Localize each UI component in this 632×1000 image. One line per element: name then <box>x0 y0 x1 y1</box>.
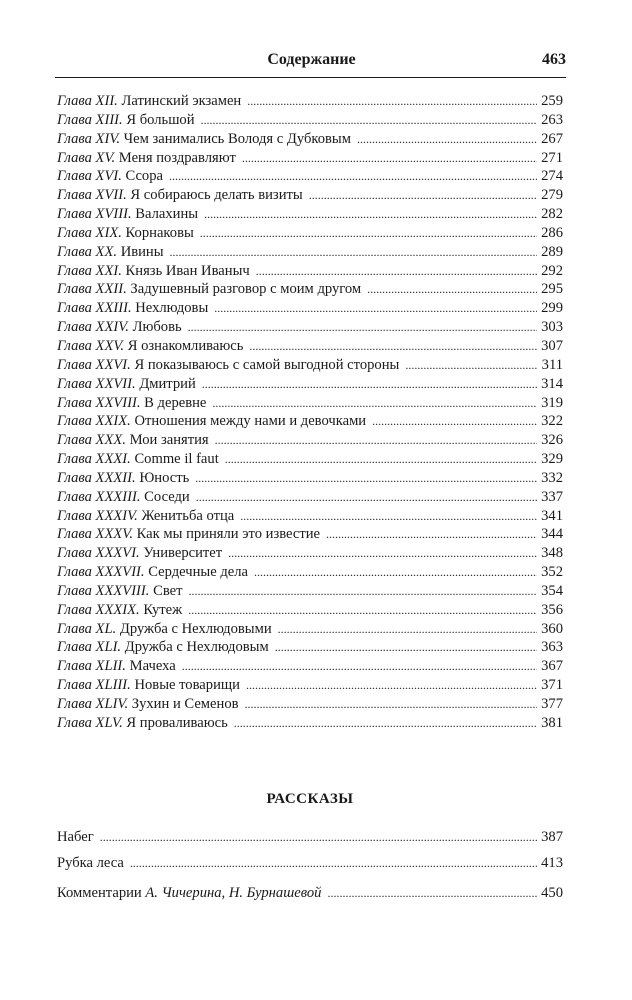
story-title: Набег <box>57 829 94 845</box>
entry-label <box>57 676 240 695</box>
entry-label <box>57 488 190 507</box>
dot-leader <box>200 224 537 243</box>
dot-leader <box>195 469 537 488</box>
chapter-title: Любовь <box>132 319 182 336</box>
chapter-number: Глава XXIV. <box>57 319 129 336</box>
dot-leader <box>275 638 537 657</box>
page-number: 279 <box>541 187 563 204</box>
chapter-title: Как мы приняли это известие <box>136 526 321 543</box>
entry-label <box>57 582 183 601</box>
toc-row <box>57 544 563 563</box>
entry-label <box>57 149 236 168</box>
dot-leader <box>367 280 537 299</box>
chapter-title: Юность <box>139 469 190 486</box>
page-number: 274 <box>541 168 563 185</box>
toc-row <box>57 375 563 394</box>
chapter-number: Глава XXI. <box>57 262 122 279</box>
dot-leader <box>215 431 537 450</box>
page-number: 259 <box>541 93 563 109</box>
page-number: 360 <box>541 620 563 637</box>
chapter-number: Глава XLV. <box>57 714 123 731</box>
toc-row <box>57 111 563 130</box>
toc-row <box>57 695 563 714</box>
chapter-number: Глава XVI. <box>57 168 122 185</box>
dot-leader <box>245 695 538 714</box>
toc-row <box>57 884 563 903</box>
dot-leader <box>246 676 537 695</box>
chapter-number: Глава XXXI. <box>57 451 131 468</box>
page-number: 387 <box>541 829 563 845</box>
page-number: 311 <box>541 356 563 373</box>
toc-row <box>57 224 563 243</box>
page-number: 354 <box>541 582 563 599</box>
entry-label <box>57 205 198 224</box>
entry-label <box>57 394 206 413</box>
toc-row <box>57 243 563 262</box>
dot-leader <box>234 714 537 733</box>
toc-row <box>57 850 563 876</box>
dot-leader <box>327 884 537 903</box>
entry-label <box>57 431 209 450</box>
entry-label <box>57 186 303 205</box>
toc-row <box>57 394 563 413</box>
chapter-title: Соседи <box>144 488 190 505</box>
dot-leader <box>240 507 537 526</box>
dot-leader <box>201 111 538 130</box>
commentary-prefix: Комментарии <box>57 885 142 901</box>
dot-leader <box>212 394 537 413</box>
chapter-title: Валахины <box>135 206 199 223</box>
chapter-number: Глава XXX. <box>57 432 126 449</box>
entry-label <box>57 92 241 111</box>
chapter-title: Нехлюдовы <box>135 300 209 317</box>
entry-label <box>57 318 182 337</box>
page-number: 337 <box>541 488 563 505</box>
page-number: 381 <box>541 714 563 731</box>
toc-row <box>57 714 563 733</box>
dot-leader <box>202 375 537 394</box>
entry-label <box>57 412 366 431</box>
chapter-number: Глава XXXIX. <box>57 601 140 618</box>
entry-label <box>57 525 320 544</box>
entry-label <box>57 224 194 243</box>
toc-row <box>57 824 563 850</box>
chapter-number: Глава XXVIII. <box>57 394 141 411</box>
dot-leader <box>372 412 537 431</box>
dot-leader <box>204 205 537 224</box>
chapter-list <box>57 92 563 733</box>
entry-label <box>57 167 163 186</box>
toc-row <box>57 450 563 469</box>
dot-leader <box>170 243 538 262</box>
entry-label <box>57 450 219 469</box>
chapter-title: Я показываюсь с самой выгодной стороны <box>134 356 400 373</box>
entry-label <box>57 507 234 526</box>
chapter-number: Глава XLII. <box>57 658 126 675</box>
chapter-title: Дружба с Нехлюдовыми <box>119 620 272 637</box>
chapter-number: Глава XXIII. <box>57 300 132 317</box>
entry-label <box>57 111 195 130</box>
chapter-title: Новые товарищи <box>134 677 240 694</box>
chapter-title: Сердечные дела <box>148 564 249 581</box>
page-number: 295 <box>541 281 563 298</box>
entry-label <box>57 262 250 281</box>
chapter-title: Мои занятия <box>129 432 209 449</box>
page-number: 319 <box>541 394 563 411</box>
entry-label <box>57 620 272 639</box>
page-number: 286 <box>541 224 563 241</box>
chapter-title: Университет <box>143 545 223 562</box>
toc-row <box>57 92 563 111</box>
page-number: 271 <box>541 149 563 166</box>
toc-row <box>57 601 563 620</box>
dot-leader <box>242 149 537 168</box>
chapter-title: Кутеж <box>143 601 183 618</box>
page-number: 267 <box>541 130 563 147</box>
toc-row <box>57 620 563 639</box>
page-number: 329 <box>541 451 563 468</box>
page-number: 341 <box>541 507 563 524</box>
chapter-number: Глава XIII. <box>57 111 123 128</box>
toc-row <box>57 507 563 526</box>
entry-label <box>57 356 399 375</box>
chapter-number: Глава XII. <box>57 93 118 109</box>
page-number: 348 <box>541 545 563 562</box>
toc-row <box>57 262 563 281</box>
commentary-entry <box>57 884 563 903</box>
chapter-title: Comme il faut <box>134 451 219 468</box>
page-number: 371 <box>541 677 563 694</box>
page-number: 282 <box>541 206 563 223</box>
chapter-title: Чем занимались Володя с Дубковым <box>123 130 351 147</box>
chapter-title: Меня поздравляют <box>118 149 236 166</box>
toc-row <box>57 356 563 375</box>
entry-label <box>57 638 269 657</box>
chapter-title: Зухин и Семенов <box>131 696 239 712</box>
dot-leader <box>214 299 537 318</box>
chapter-number: Глава XXV. <box>57 337 125 354</box>
chapter-title: Ивины <box>120 243 164 260</box>
dot-leader <box>189 582 538 601</box>
toc-row <box>57 431 563 450</box>
toc-row <box>57 638 563 657</box>
header-page-number: 463 <box>542 51 566 68</box>
dot-leader <box>130 850 537 876</box>
page-number: 344 <box>541 526 563 543</box>
toc-row <box>57 412 563 431</box>
page-number: 303 <box>541 319 563 336</box>
entry-label <box>57 280 361 299</box>
header-rule <box>55 77 566 78</box>
toc-row <box>57 299 563 318</box>
chapter-number: Глава XL. <box>57 620 117 637</box>
running-header <box>57 51 566 73</box>
page-number: 326 <box>541 432 563 449</box>
chapter-title: Женитьба отца <box>141 507 235 524</box>
dot-leader <box>254 563 537 582</box>
page-number: 292 <box>541 262 563 279</box>
chapter-number: Глава XXVI. <box>57 356 131 373</box>
page-number: 363 <box>541 639 563 656</box>
page-number: 352 <box>541 564 563 581</box>
entry-label <box>57 469 189 488</box>
toc-row <box>57 582 563 601</box>
entry-label <box>57 884 321 903</box>
entry-label <box>57 375 196 394</box>
entry-label <box>57 130 351 149</box>
toc-row <box>57 167 563 186</box>
chapter-number: Глава XXXVII. <box>57 564 145 581</box>
dot-leader <box>405 356 537 375</box>
chapter-number: Глава XXXII. <box>57 469 136 486</box>
chapter-number: Глава XIV. <box>57 130 120 147</box>
chapter-title: Я ознакомливаюсь <box>127 337 244 354</box>
chapter-number: Глава XXII. <box>57 281 127 298</box>
entry-label <box>57 243 164 262</box>
chapter-number: Глава XX. <box>57 243 118 260</box>
toc-row <box>57 280 563 299</box>
chapter-number: Глава XXXVI. <box>57 545 140 562</box>
chapter-title: Корнаковы <box>125 224 194 241</box>
entry-label <box>57 563 248 582</box>
entry-label <box>57 601 182 620</box>
chapter-title: Дмитрий <box>139 375 196 392</box>
header-title: Содержание <box>267 51 356 68</box>
dot-leader <box>188 318 537 337</box>
chapter-title: Ссора <box>125 168 164 185</box>
page-number: 367 <box>541 658 563 675</box>
commentary-authors: А. Чичерина, Н. Бурнашевой <box>145 885 322 901</box>
page-number: 332 <box>541 469 563 486</box>
chapter-number: Глава XV. <box>57 149 116 166</box>
chapter-title: Князь Иван Иваныч <box>125 262 250 279</box>
dot-leader <box>182 657 537 676</box>
page-number: 413 <box>541 855 563 871</box>
page-number: 450 <box>541 885 563 901</box>
toc-row <box>57 563 563 582</box>
chapter-number: Глава XLI. <box>57 639 122 656</box>
dot-leader <box>249 337 537 356</box>
page-number: 263 <box>541 111 563 128</box>
chapter-number: Глава XXIX. <box>57 413 131 430</box>
chapter-title: Латинский экзамен <box>121 93 242 109</box>
page-number: 377 <box>541 696 563 712</box>
dot-leader <box>225 450 537 469</box>
toc-row <box>57 657 563 676</box>
toc-row <box>57 130 563 149</box>
dot-leader <box>278 620 537 639</box>
dot-leader <box>228 544 537 563</box>
chapter-title: Я большой <box>126 111 195 128</box>
dot-leader <box>256 262 537 281</box>
toc-row <box>57 205 563 224</box>
entry-label <box>57 544 222 563</box>
chapter-title: Свет <box>153 582 183 599</box>
toc-row <box>57 149 563 168</box>
stories-list <box>57 824 563 876</box>
page-number: 322 <box>541 413 563 430</box>
chapter-title: Задушевный разговор с моим другом <box>130 281 362 298</box>
chapter-title: Я собираюсь делать визиты <box>130 187 303 204</box>
chapter-number: Глава XXXIV. <box>57 507 138 524</box>
entry-label <box>57 299 208 318</box>
story-title: Рубка леса <box>57 855 124 871</box>
toc-row <box>57 337 563 356</box>
entry-label <box>57 714 228 733</box>
dot-leader <box>309 186 537 205</box>
page-number: 289 <box>541 243 563 260</box>
chapter-number: Глава XXXIII. <box>57 488 141 505</box>
entry-label <box>57 695 239 714</box>
dot-leader <box>326 525 537 544</box>
toc-row <box>57 676 563 695</box>
toc-row <box>57 525 563 544</box>
page-number: 307 <box>541 337 563 354</box>
chapter-number: Глава XLIII. <box>57 677 131 694</box>
dot-leader <box>357 130 537 149</box>
section-title-stories: РАССКАЗЫ <box>266 791 354 807</box>
page-number: 299 <box>541 300 563 317</box>
toc-row <box>57 488 563 507</box>
chapter-number: Глава XXXV. <box>57 526 133 543</box>
chapter-title: Мачеха <box>129 658 176 675</box>
page-number: 314 <box>541 375 563 392</box>
toc-row <box>57 469 563 488</box>
toc-row <box>57 318 563 337</box>
entry-label <box>57 657 176 676</box>
chapter-title: Дружба с Нехлюдовым <box>124 639 269 656</box>
entry-label <box>57 337 243 356</box>
dot-leader <box>100 824 537 850</box>
chapter-number: Глава XVIII. <box>57 206 132 223</box>
chapter-number: Глава XXVII. <box>57 375 136 392</box>
toc-row <box>57 186 563 205</box>
dot-leader <box>196 488 537 507</box>
chapter-title: В деревне <box>144 394 207 411</box>
chapter-number: Глава XXXVIII. <box>57 582 150 599</box>
chapter-title: Я проваливаюсь <box>126 714 228 731</box>
chapter-number: Глава XVII. <box>57 187 127 204</box>
chapter-number: Глава XLIV. <box>57 696 129 712</box>
dot-leader <box>188 601 537 620</box>
page-number: 356 <box>541 601 563 618</box>
chapter-title: Отношения между нами и девочками <box>134 413 367 430</box>
dot-leader <box>169 167 537 186</box>
chapter-number: Глава XIX. <box>57 224 122 241</box>
dot-leader <box>247 92 537 111</box>
